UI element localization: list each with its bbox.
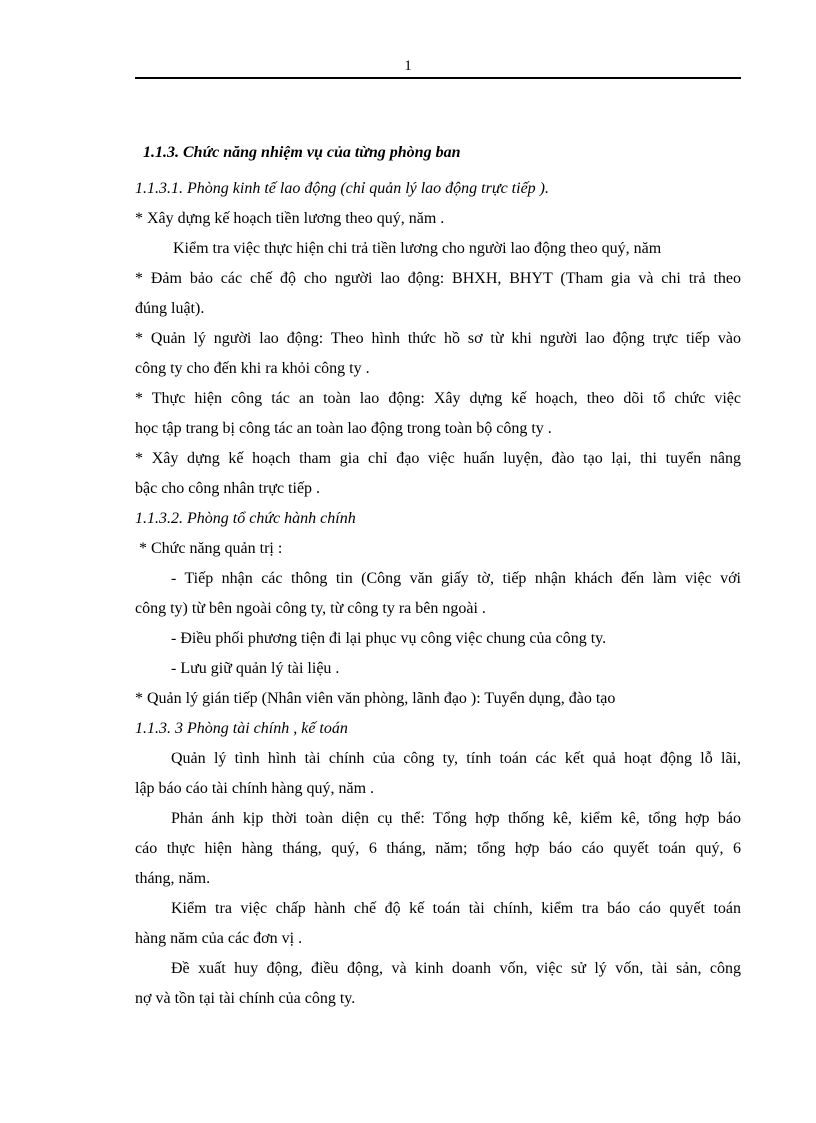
paragraph-line: công ty cho đến khi ra khỏi công ty . [135,360,370,377]
paragraph-line: nợ và tồn tại tài chính của công ty. [135,990,356,1007]
paragraph-line: Kiểm tra việc thực hiện chi trả tiền lương cho người lao động theo quý, năm [173,240,662,257]
paragraph-line: lập báo cáo tài chính hàng quý, năm . [135,780,375,797]
paragraph-line: * Đảm bảo các chế độ cho người lao động: BHXH, BHYT (Tham gia và chi trả theo [135,270,741,287]
paragraph-line: Đề xuất huy động, điều động, và kinh doanh vốn, việc sử lý vốn, tài sản, công [171,960,741,977]
paragraph-line: * Quản lý gián tiếp (Nhân viên văn phòng, lãnh đạo ): Tuyển dụng, đào tạo [135,690,616,707]
paragraph-line: * Thực hiện công tác an toàn lao động: Xây dựng kế hoạch, theo dõi tổ chức việc [135,390,741,407]
paragraph-line: * Xây dựng kế hoạch tham gia chỉ đạo việc huấn luyện, đào tạo lại, thi tuyển nâng [135,450,741,467]
subsection-title-2: 1.1.3.2. Phòng tổ chức hành chính [135,510,356,527]
paragraph-line: đúng luật). [135,300,205,317]
paragraph-line: Kiểm tra việc chấp hành chế độ kế toán tài chính, kiểm tra báo cáo quyết toán [171,900,741,917]
paragraph-line: * Chức năng quản trị : [139,540,283,557]
paragraph-line: học tập trang bị công tác an toàn lao động trong toàn bộ công ty . [135,420,552,437]
paragraph-line: hàng năm của các đơn vị . [135,930,303,947]
paragraph-line: - Lưu giữ quản lý tài liệu . [171,660,340,677]
subsection-title-1: 1.1.3.1. Phòng kinh tế lao động (chỉ quản lý lao động trực tiếp ). [135,180,549,197]
header-rule [135,77,741,79]
paragraph-line: tháng, năm. [135,870,211,887]
paragraph-line: Quản lý tình hình tài chính của công ty, tính toán các kết quả hoạt động lỗ lãi, [171,750,741,767]
paragraph-line: * Quản lý người lao động: Theo hình thức hồ sơ từ khi người lao động trực tiếp vào [135,330,741,347]
paragraph-line: - Tiếp nhận các thông tin (Công văn giấy tờ, tiếp nhận khách đến làm việc với [171,570,741,587]
paragraph-line: - Điều phối phương tiện đi lại phục vụ công việc chung của công ty. [171,630,607,647]
section-heading: 1.1.3. Chức năng nhiệm vụ của từng phòng ban [143,144,461,161]
paragraph-line: công ty) từ bên ngoài công ty, từ công ty ra bên ngoài . [135,600,486,617]
document-body [135,138,741,1014]
subsection-title-3: 1.1.3. 3 Phòng tài chính , kế toán [135,720,348,737]
paragraph-line: Phản ánh kịp thời toàn diện cụ thể: Tổng hợp thống kê, kiểm kê, tổng hợp báo [171,810,741,827]
paragraph-line: * Xây dựng kế hoạch tiền lương theo quý, năm . [135,210,445,227]
paragraph-line: cáo thực hiện hàng tháng, quý, 6 tháng, năm; tổng hợp báo cáo quyết toán quý, 6 [135,840,741,857]
page-number: 1 [404,58,412,74]
paragraph-line: bậc cho công nhân trực tiếp . [135,480,321,497]
